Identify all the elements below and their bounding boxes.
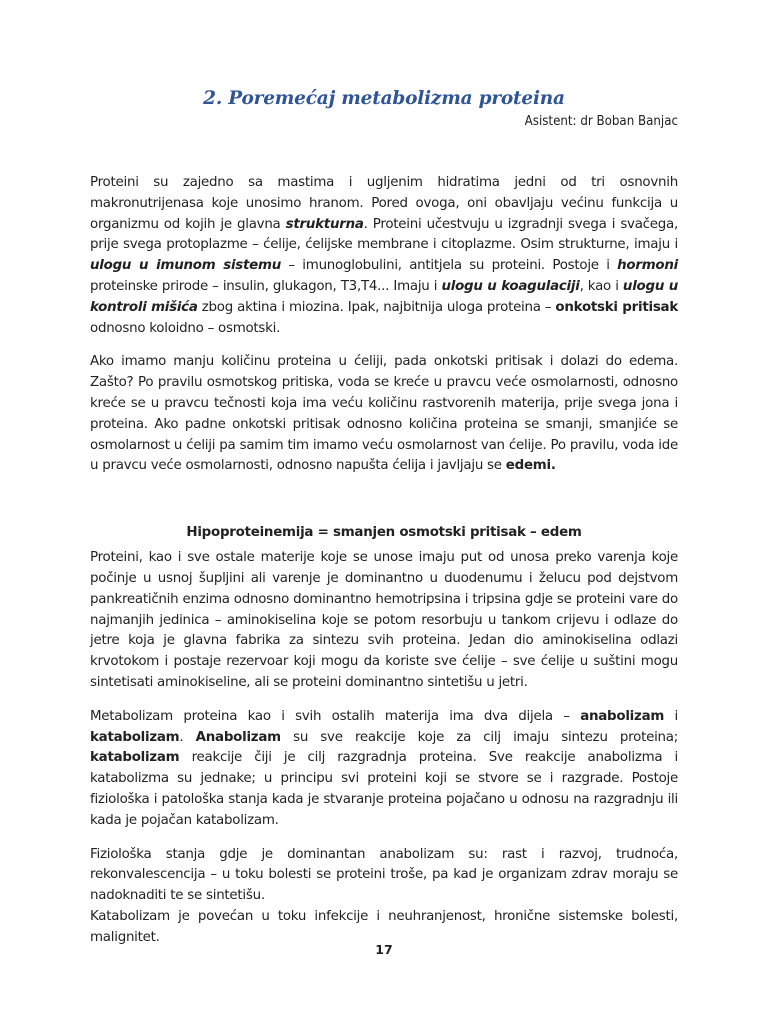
text-run: proteinske prirode – insulin, glukagon, T3,T4... Imaju i [90,278,442,294]
section-heading: Hipoproteinemija = smanjen osmotski pritisak – edem [186,525,582,541]
paragraph-metabolism [90,707,678,832]
text-run: – imunoglobulini, antitjela su proteini. Postoje i [281,258,618,274]
text-run: Ako imamo manju količinu proteina u ćeliji, pada onkotski pritisak i dolazi do edema. Zašto? Po pravilu osmotskog pritiska, voda se kreće u pravcu veće osmolarnosti, odnosno kreće se u pravcu tečnosti koja ima veću količinu rastvorenih materija, prije svega jona i proteina. Ako padne onkotski pritisak odnosno količina proteina se smanji, smanjiće se osmolarnost u ćeliji pa samim tim imamo veću osmolarnost van ćelije. Po pravilu, voda ide u pravcu veće osmolarnosti, odnosno napušta ćelija i javljaju se [90,354,678,474]
text-line: Katabolizam je povećan u toku infekcije i neuhranjenost, hronične sistemske bolesti, malignitet. [90,908,678,945]
paragraph-intro [90,173,678,339]
text-run: Proteini su zajedno sa mastima i ugljenim hidratima jedni od tri osnovnih makronutrijenasa koje unosimo hranom. Pored ovoga, oni obavljaju većinu funkcija u organizmu od kojih je glavna [90,175,678,232]
text-run: . [179,729,196,745]
paragraph-digestion: Proteini, kao i sve ostale materije koje se unose imaju put od unosa preko varenja koje počinje u usnoj šupljini ali varenje je dominantno u duodenumu i želucu pod dejstvom pankreatičnih enzima odnosno dominantno hemotripsina i tripsina gdje se proteini vare do najmanjih jedinica – aminokiselina koje se potom resorbuju u tankom crijevu i odlaze do jetre koja je glavna fabrika za sintezu svih proteina. Jedan dio aminokiselina odlazi krvotokom i postaje rezervoar koji mogu da koriste sve ćelije – sve ćelije u suštini mogu sintetisati aminokiseline, ali se proteini dominantno sintetišu u jetri. [90,550,678,690]
emphasis-imuni-sistem: ulogu u imunom sistemu [90,258,281,274]
text-run: zbog aktina i miozina. Ipak, najbitnija uloga proteina – [197,299,556,315]
text-run: Metabolizam proteina kao i svih ostalih materija ima dva dijela – [90,708,581,724]
text-line: Fiziološka stanja gdje je dominantan anabolizam su: rast i razvoj, trudnoća, rekonvalescencija – u toku bolesti se proteini troše, pa kad je organizam zdrav moraju se nadoknaditi te se sintetišu. [90,846,678,904]
chapter-title: 2. Poremećaj metabolizma proteina [203,88,565,109]
author-line: Asistent: dr Boban Banjac [524,114,678,129]
emphasis-kontrola-misica: ulogu u kontroli mišića [90,278,679,315]
emphasis-anabolizam: anabolizam [580,708,665,724]
emphasis-hormoni: hormoni [617,258,678,274]
text-run: odnosno koloidno – osmotski. [90,320,281,336]
paragraph-edema [90,352,678,477]
emphasis-koagulacija: ulogu u koagulaciji [441,278,580,294]
text-run: su sve reakcije koje za cilj imaju sintezu proteina; [280,729,679,745]
emphasis-strukturna: strukturna [285,216,364,232]
emphasis-katabolizam: katabolizam [90,729,180,745]
emphasis-katabolizam: katabolizam [90,750,180,766]
text-run: reakcije čiji je cilj razgradnja proteina. Sve reakcije anabolizma i katabolizma su jednake; u principu svi proteini koji se stvore se i razgrade. Postoje fiziološka i patološka stanja kada je stvaranje proteina pojačano u odnosu na razgradnju ili kada je pojačan katabolizam. [90,750,678,828]
emphasis-edemi: edemi. [505,458,556,474]
page-number: 17 [375,942,393,957]
document-page [90,88,678,962]
text-run: i [664,708,678,724]
text-run: , kao i [579,278,623,294]
emphasis-anabolizam: Anabolizam [195,729,281,745]
text-run: . Proteini učestvuju u izgradnji svega i svačega, prije svega protoplazme – ćelije, ćelijske membrane i citoplazme. Osim strukturne, imaju i [90,216,678,253]
emphasis-onkotski-pritisak: onkotski pritisak [555,299,678,315]
paragraph-physiological-states [90,845,678,949]
